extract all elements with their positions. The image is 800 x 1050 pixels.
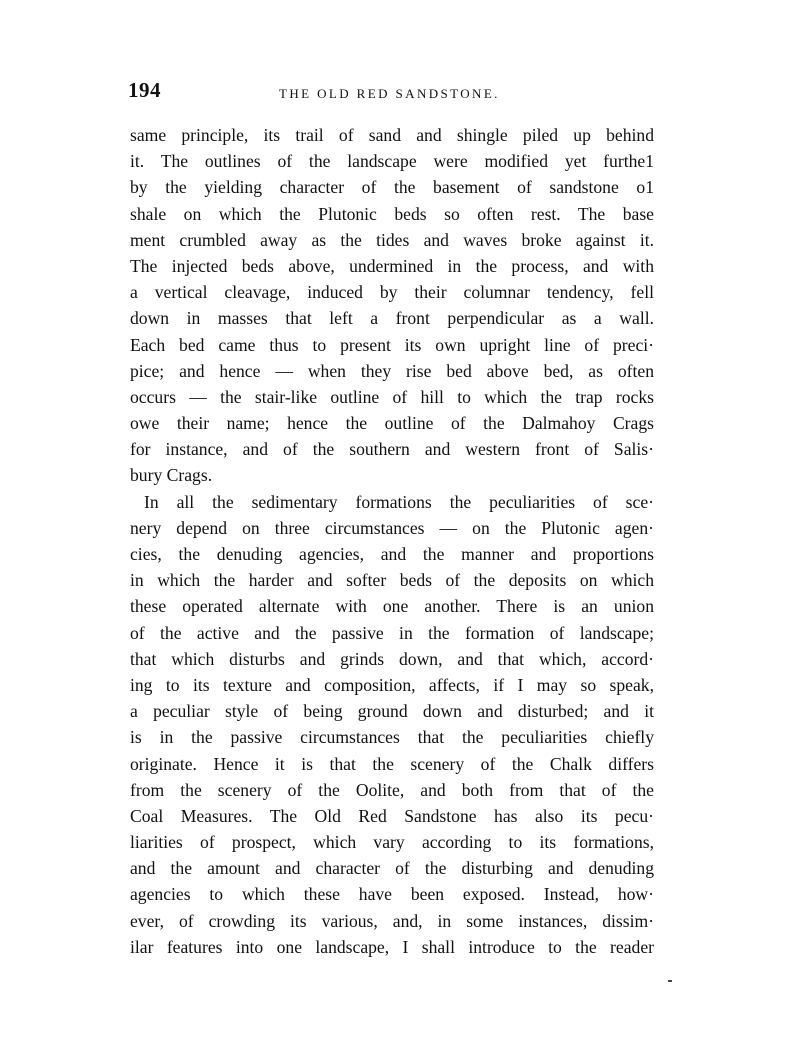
text-line: ing to its texture and composition, affects, if I may so speak,	[130, 674, 654, 695]
text-line: cies, the denuding agencies, and the manner and proportions	[130, 544, 654, 564]
text-line: of the active and the passive in the formation of landscape;	[130, 622, 654, 643]
text-line: owe their name; hence the outline of the Dalmahoy Crags	[130, 413, 654, 434]
text-line: same principle, its trail of sand and shingle piled up behind	[130, 125, 654, 145]
text-line: occurs — the stair-like outline of hill to which the trap rocks	[130, 386, 654, 407]
text-line: ilar features into one landscape, I shall introduce to the reader	[130, 936, 654, 957]
text-line: that which disturbs and grinds down, and that which, accord·	[130, 648, 654, 669]
text-line: a peculiar style of being ground down and disturbed; and it	[130, 701, 654, 722]
text-line: in which the harder and softer beds of the deposits on which	[130, 570, 654, 591]
text-line: these operated alternate with one another. There is an union	[130, 596, 654, 617]
text-line: and the amount and character of the disturbing and denuding	[130, 858, 654, 879]
text-line: bury Crags.	[130, 465, 213, 486]
text-line: nery depend on three circumstances — on the Plutonic agen·	[130, 517, 654, 538]
text-line: a vertical cleavage, induced by their columnar tendency, fell	[130, 282, 654, 303]
text-line: shale on which the Plutonic beds so often rest. The base	[130, 203, 654, 224]
text-line: In all the sedimentary formations the peculiarities of sce·	[144, 491, 654, 512]
body-text	[130, 122, 654, 960]
text-line: down in masses that left a front perpendicular as a wall.	[130, 308, 654, 329]
text-line: agencies to which these have been exposed. Instead, how·	[130, 884, 654, 905]
text-line: liarities of prospect, which vary according to its formations,	[130, 832, 654, 853]
page-number: 194	[128, 78, 161, 102]
text-line: ment crumbled away as the tides and waves broke against it.	[130, 229, 654, 250]
text-line: originate. Hence it is that the scenery of the Chalk differs	[130, 753, 654, 774]
text-line: by the yielding character of the basement of sandstone o1	[130, 177, 654, 198]
text-line: The injected beds above, undermined in the process, and with	[130, 255, 654, 276]
text-line: ever, of crowding its various, and, in some instances, dissim·	[130, 910, 654, 931]
scan-speck	[668, 980, 672, 982]
text-line: Each bed came thus to present its own upright line of preci·	[130, 334, 654, 355]
running-title: THE OLD RED SANDSTONE.	[279, 86, 500, 101]
text-line: Coal Measures. The Old Red Sandstone has also its pecu·	[130, 805, 654, 826]
text-line: for instance, and of the southern and western front of Salis·	[130, 439, 654, 460]
text-line: pice; and hence — when they rise bed above bed, as often	[130, 360, 654, 381]
text-line: it. The outlines of the landscape were modified yet furthe1	[130, 151, 654, 172]
text-line: is in the passive circumstances that the peculiarities chiefly	[130, 727, 654, 748]
text-line: from the scenery of the Oolite, and both from that of the	[130, 779, 654, 800]
